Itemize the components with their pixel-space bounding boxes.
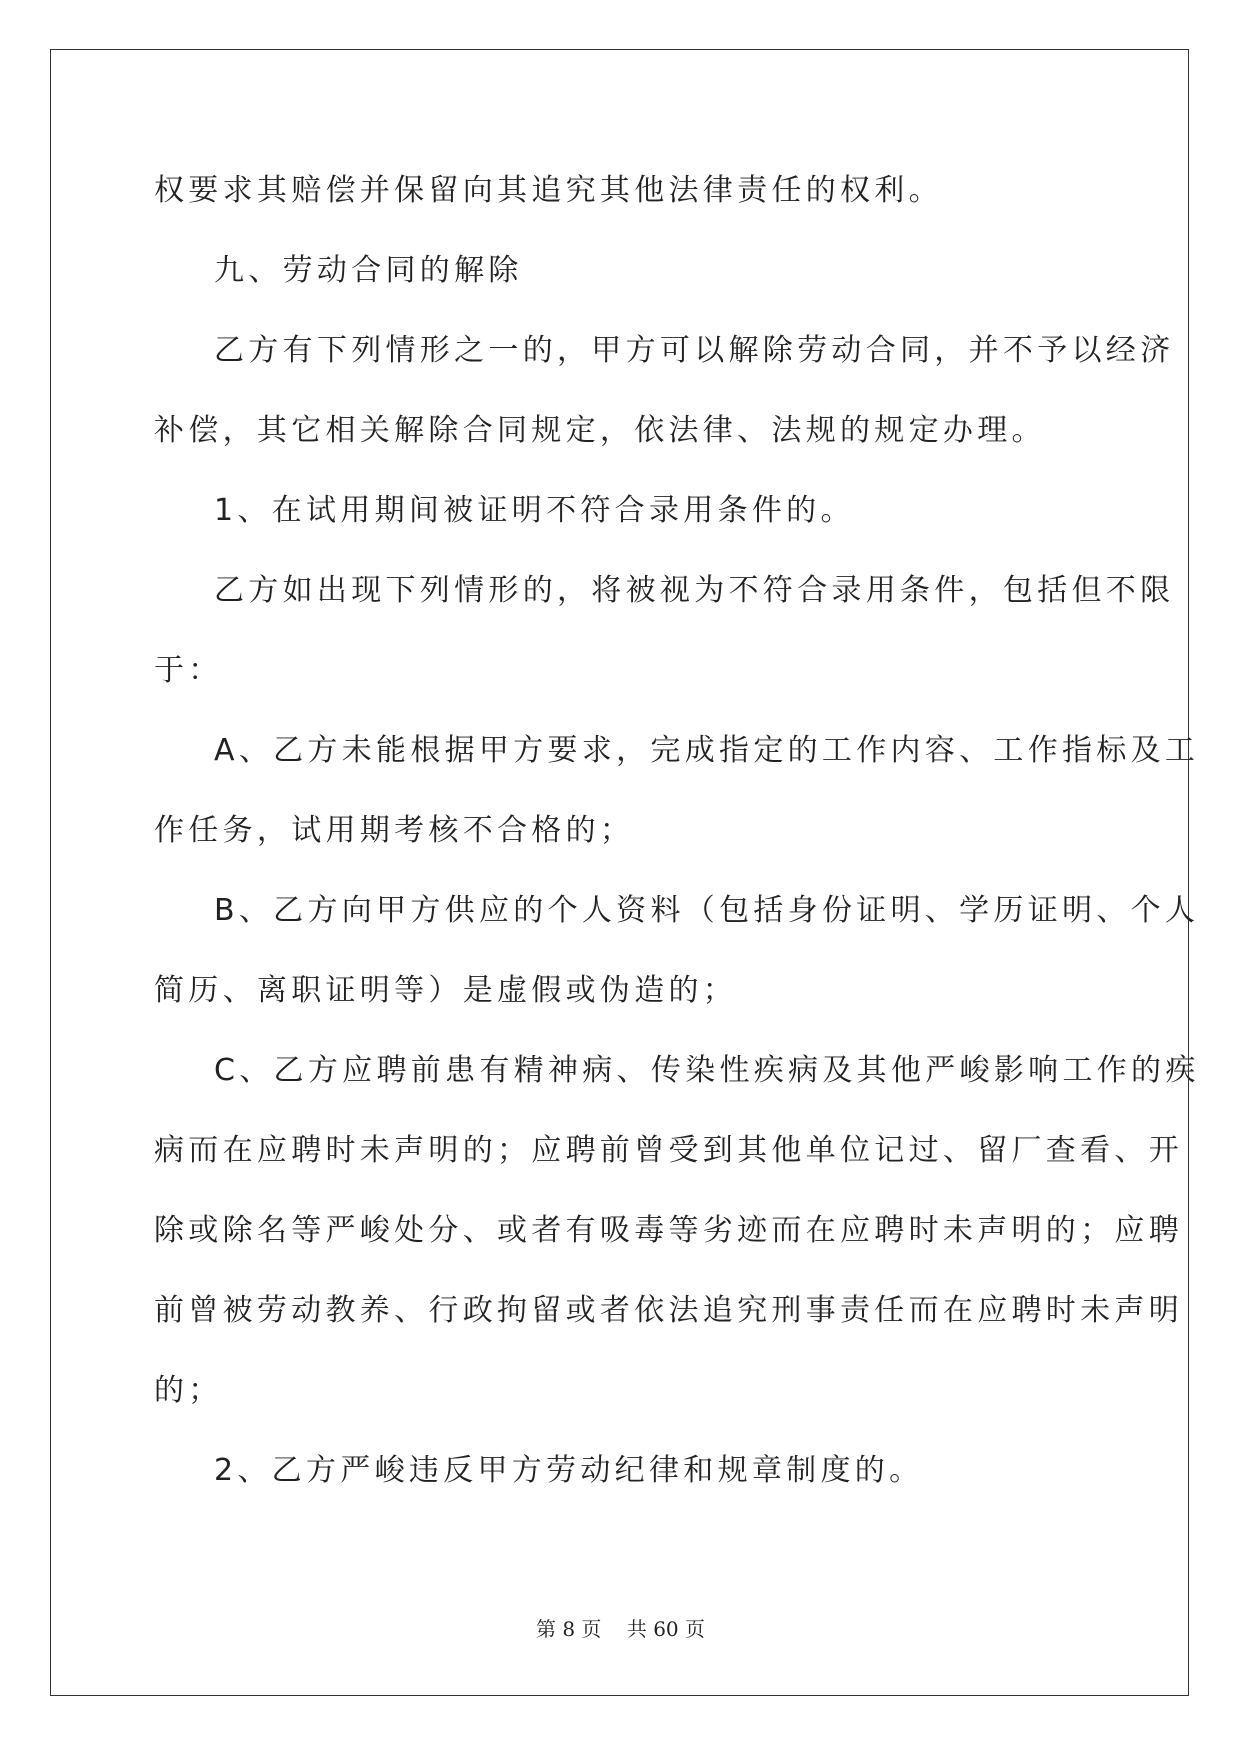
- paragraph-line: 于：: [154, 653, 223, 688]
- paragraph-line: 病而在应聘时未声明的；应聘前曾受到其他单位记过、留厂查看、开: [154, 1133, 1183, 1168]
- paragraph-line: 简历、离职证明等）是虚假或伪造的；: [154, 973, 738, 1008]
- paragraph-line: 乙方如出现下列情形的，将被视为不符合录用条件，包括但不限: [214, 573, 1175, 608]
- paragraph-line: 1、在试用期间被证明不符合录用条件的。: [214, 493, 855, 528]
- paragraph-line: 除或除名等严峻处分、或者有吸毒等劣迹而在应聘时未声明的；应聘: [154, 1213, 1183, 1248]
- paragraph-line: 2、乙方严峻违反甲方劳动纪律和规章制度的。: [214, 1453, 924, 1488]
- paragraph-line: 的；: [154, 1373, 223, 1408]
- paragraph-line: 乙方有下列情形之一的，甲方可以解除劳动合同，并不予以经济: [214, 333, 1175, 368]
- paragraph-line: A、乙方未能根据甲方要求，完成指定的工作内容、工作指标及工: [214, 733, 1200, 768]
- section-heading: 九、劳动合同的解除: [214, 253, 523, 288]
- paragraph-line: 前曾被劳动教养、行政拘留或者依法追究刑事责任而在应聘时未声明: [154, 1293, 1183, 1328]
- page-number-footer: 第 8 页 共 60 页: [535, 1617, 706, 1641]
- paragraph-line: 补偿，其它相关解除合同规定，依法律、法规的规定办理。: [154, 413, 1046, 448]
- paragraph-line: 权要求其赔偿并保留向其追究其他法律责任的权利。: [154, 173, 943, 208]
- page-border: [50, 49, 1189, 1696]
- paragraph-line: 作任务，试用期考核不合格的；: [154, 813, 635, 848]
- paragraph-line: C、乙方应聘前患有精神病、传染性疾病及其他严峻影响工作的疾: [214, 1053, 1200, 1088]
- paragraph-line: B、乙方向甲方供应的个人资料（包括身份证明、学历证明、个人: [214, 893, 1200, 928]
